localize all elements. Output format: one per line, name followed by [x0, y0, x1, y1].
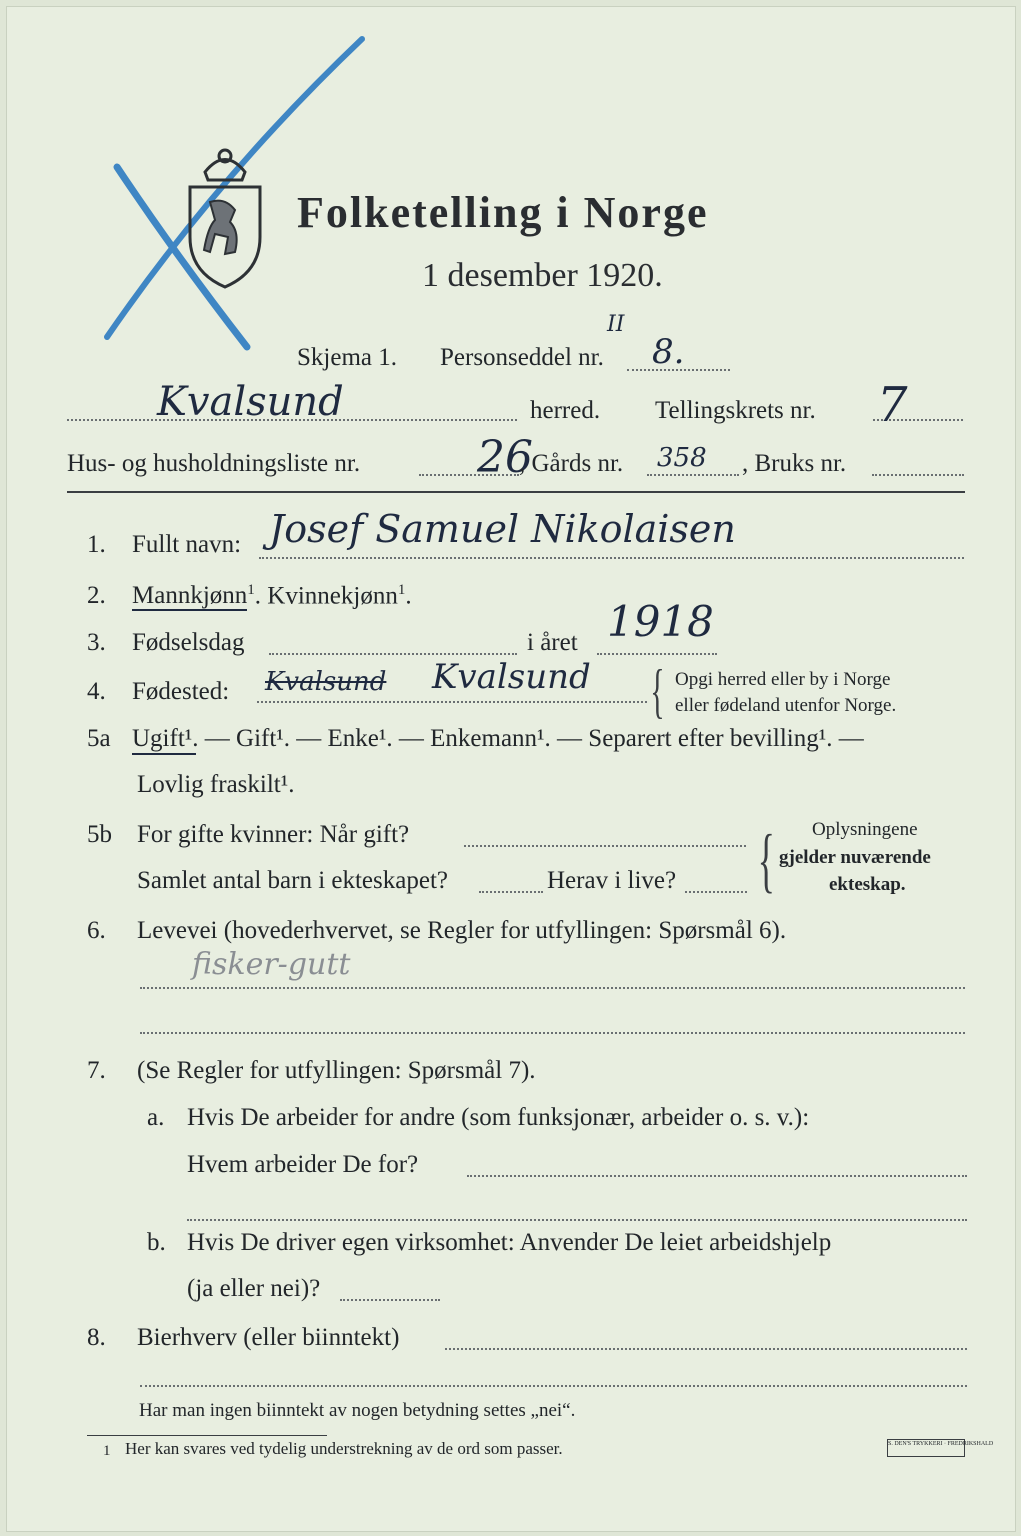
q7b-line [340, 1299, 440, 1301]
gaards-value: 358 [657, 443, 707, 473]
footnote-number: 1 [103, 1443, 111, 1459]
q8-text: Bierhverv (eller biinntekt) [137, 1324, 400, 1351]
q5b-line-1: For gifte kvinner: Når gift? [137, 821, 410, 848]
q3-line [269, 653, 517, 655]
q1-number: 1. [87, 531, 106, 558]
personseddel-value: 8. [652, 332, 685, 372]
q5b-line-2a: Samlet antal barn i ekteskapet? [137, 867, 448, 894]
coat-of-arms-icon [180, 142, 270, 292]
q7a-line-1 [467, 1175, 967, 1177]
q1-value: Josef Samuel Nikolaisen [269, 507, 736, 551]
q3-label: Fødselsdag [132, 629, 245, 656]
q6-number: 6. [87, 917, 106, 944]
q5b-brace: { [757, 820, 775, 900]
q6-value: fisker-gutt [192, 947, 351, 982]
q5a-number: 5a [87, 725, 111, 752]
skjema-label: Skjema 1. [297, 344, 397, 371]
q4-label: Fødested: [132, 678, 230, 705]
header-divider [67, 491, 965, 493]
q4-value-struck: Kvalsund [265, 667, 387, 697]
gaards-label: , Gårds nr. [519, 450, 624, 477]
q5b-line-2b: Herav i live? [547, 867, 677, 894]
herred-label: herred. [530, 397, 601, 424]
q7a-line-2 [187, 1219, 967, 1221]
q5a-options-2: Lovlig fraskilt¹. [137, 771, 295, 798]
q1-label: Fullt navn: [132, 531, 242, 558]
q2-options: Mannkjønn$^1$. Kvinnekjønn$^1$. [132, 582, 412, 610]
q4-line [257, 701, 647, 703]
personseddel-mark: II [607, 312, 625, 337]
bruks-label: , Bruks nr. [742, 450, 847, 477]
q7b-text: Hvis De driver egen virksomhet: Anvender De leiet arbeidshjelp [187, 1229, 832, 1256]
q4-note-2: eller fødeland utenfor Norge. [675, 695, 897, 716]
tellingskrets-label: Tellingskrets nr. [655, 397, 816, 424]
q7a-text-2: Hvem arbeider De for? [187, 1151, 419, 1178]
personseddel-label: Personseddel nr. [440, 344, 604, 371]
q5a-ugift-underline [132, 753, 196, 755]
q7-text: (Se Regler for utfyllingen: Spørsmål 7). [137, 1057, 536, 1084]
q3-year-label: i året [527, 629, 578, 656]
q5b-gift-line [464, 845, 746, 847]
q7b-text-2: (ja eller nei)? [187, 1275, 321, 1302]
q5b-number: 5b [87, 821, 112, 848]
q6-text: Levevei (hovederhvervet, se Regler for utfyllingen: Spørsmål 6). [137, 917, 787, 944]
q5b-note-3: ekteskap. [829, 874, 906, 895]
hus-value: 26 [477, 432, 533, 483]
printer-stamp: S. DEN'S TRYKKERI · FREDRIKSHALD [887, 1439, 965, 1457]
q8-number: 8. [87, 1324, 106, 1351]
q8-line-2 [140, 1385, 967, 1387]
q5b-live-line [685, 891, 747, 893]
q5a-options: Ugift¹. — Gift¹. — Enke¹. — Enkemann¹. — Separert efter bevilling¹. — [132, 725, 864, 752]
q4-number: 4. [87, 678, 106, 705]
footer-note: Har man ingen biinntekt av nogen betydning settes „nei“. [139, 1400, 576, 1421]
q4-value: Kvalsund [432, 657, 591, 697]
q7a-text: Hvis De arbeider for andre (som funksjonær, arbeider o. s. v.): [187, 1104, 810, 1131]
herred-value: Kvalsund [157, 379, 344, 425]
q6-line-2 [140, 1032, 965, 1034]
q5b-barn-line [479, 891, 543, 893]
bruks-line [872, 474, 964, 476]
gaards-line [647, 474, 739, 476]
q3-number: 3. [87, 629, 106, 656]
q2-number: 2. [87, 582, 106, 609]
footnote-divider [87, 1435, 327, 1436]
q5b-note-1: Oplysningene [812, 819, 918, 840]
q6-line-1 [140, 987, 965, 989]
q2-male: Mannkjønn [132, 582, 248, 610]
q7b-number: b. [147, 1229, 166, 1256]
q1-line [259, 557, 964, 559]
form-title: Folketelling i Norge [297, 188, 709, 237]
q7a-number: a. [147, 1104, 165, 1131]
q5b-note-2: gjelder nuværende [779, 847, 931, 868]
q2-female: Kvinnekjønn [267, 582, 398, 610]
form-date: 1 desember 1920. [422, 257, 663, 294]
census-form [6, 6, 1016, 1532]
hus-label: Hus- og husholdningsliste nr. [67, 450, 361, 477]
tellingskrets-value: 7 [877, 377, 908, 433]
q7-number: 7. [87, 1057, 106, 1084]
q8-line-1 [445, 1348, 967, 1350]
q3-year-value: 1918 [607, 597, 714, 646]
q3-year-line [597, 653, 717, 655]
footnote-text: Her kan svares ved tydelig understrekning av de ord som passer. [125, 1439, 563, 1458]
q4-note-1: Opgi herred eller by i Norge [675, 669, 891, 690]
q4-brace: { [650, 658, 665, 724]
